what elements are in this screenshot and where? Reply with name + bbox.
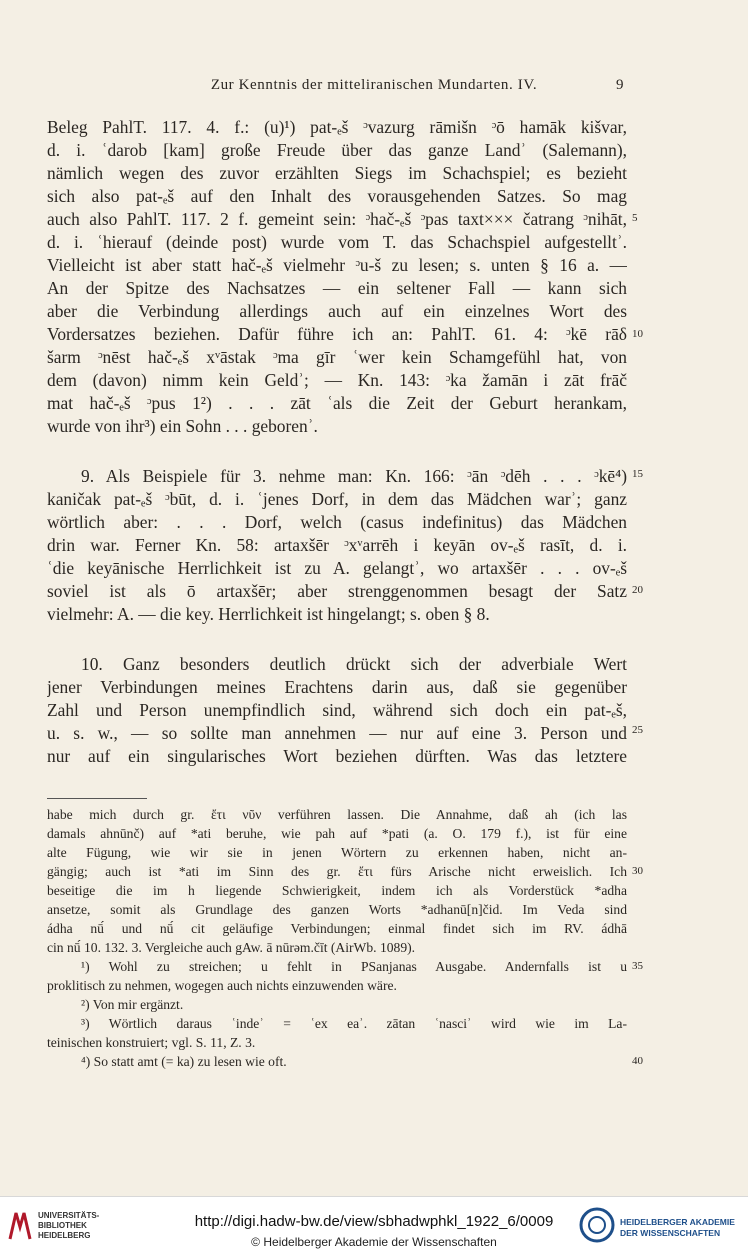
footnote-line: ansetze, somit als Grundlage des ganzen Worts *adhanū[n]čid. Im Veda sind: [47, 902, 627, 917]
footnote-line: beseitige die im h liegende Schwierigkeit, indem ich als Vorderstück *adha: [47, 883, 627, 898]
body-line: jener Verbindungen meines Erachtens darin aus, daß sie gegenüber: [47, 677, 627, 697]
academy-logo[interactable]: [578, 1205, 743, 1249]
body-line: mat hač-ₑš ᵓpus 1²) . . . zāt ʿals die Zeit der Geburt herankam,: [47, 393, 627, 413]
footnote-line: ádha nū́ und nū́ cit geläufige Verbindungen; einmal findet sich im RV. ádhā: [47, 921, 627, 936]
footnote-line: alte Fügung, wie wir sie in jenen Wörtern zu erkennen haben, nicht an-: [47, 845, 627, 860]
footnote-line: ³) Wörtlich daraus ʿindeʾ = ʿex eaʾ. zātan ʿnasciʾ wird wie im La-: [81, 1016, 627, 1031]
line-number: 15: [632, 468, 643, 480]
body-line: auch also PahlT. 117. 2 f. gemeint sein: ᵓhač-ₑš ᵓpas taxt××× čatrang ᵓnihāt,: [47, 209, 627, 229]
library-logo-text: UNIVERSITÄTS- BIBLIOTHEK HEIDELBERG: [38, 1211, 100, 1240]
running-head: Zur Kenntnis der mitteliranischen Mundarten. IV.: [210, 77, 538, 93]
body-line: wurde von ihr³) ein Sohn . . . geborenʾ.: [47, 416, 318, 436]
footnote-line: teinischen konstruiert; vgl. S. 11, Z. 3.: [47, 1035, 256, 1050]
line-number: 10: [632, 328, 643, 340]
copyright-notice: © Heidelberger Akademie der Wissenschaften: [251, 1235, 497, 1249]
footnote-line: ¹) Wohl zu streichen; u fehlt in PSanjanas Ausgabe. Andernfalls ist u: [81, 959, 627, 974]
footnote-line: gängig; auch ist *ati im Sinn des gr. ἔτι fürs Arische nicht erweislich. Ich: [47, 864, 627, 879]
body-line: ʿdie keyānische Herrlichkeit ist zu A. gelangtʾ, wo artaxšēr . . . ov-ₑš: [47, 558, 627, 578]
footnote-line: proklitisch zu nehmen, wogegen auch nichts einzuwenden wäre.: [47, 978, 397, 993]
body-line: Zahl und Person unempfindlich sind, während sich doch ein pat-ₑš,: [47, 700, 627, 720]
body-line: An der Spitze des Nachsatzes — ein seltener Fall — kann sich: [47, 278, 627, 298]
body-line: vielmehr: A. — die key. Herrlichkeit ist hingelangt; s. oben § 8.: [47, 604, 490, 624]
body-line: dem (davon) nimm kein Geldʾ; — Kn. 143: ᵓka žamān i zāt frāč: [47, 370, 627, 390]
footnote-line: damals ahnūnč) auf *ati beruhe, wie pah auf *pati (a. O. 179 f.), ist für eine: [47, 826, 627, 841]
body-line: aber die Verbindung allerdings auch auf ein einzelnes Wort des: [47, 301, 627, 321]
body-line: d. i. ʿhierauf (deinde post) wurde vom T. das Schachspiel aufgestelltʾ.: [47, 232, 627, 252]
body-line: 10. Ganz besonders deutlich drückt sich der adverbiale Wert: [81, 654, 627, 674]
body-line: 9. Als Beispiele für 3. nehme man: Kn. 166: ᵓān ᵓdēh . . . ᵓkē⁴): [81, 466, 627, 486]
footnote-rule: [47, 798, 147, 799]
body-line: Beleg PahlT. 117. 4. f.: (u)¹) pat-ₑš ᵓvazurg rāmišn ᵓō hamāk kišvar,: [47, 117, 627, 137]
footnote-line: habe mich durch gr. ἔτι νῦν verführen lassen. Die Annahme, daß ah (ich las: [47, 807, 627, 822]
body-line: Vielleicht ist aber statt hač-ₑš vielmehr ᵓu-š zu lesen; s. unten § 16 a. —: [47, 255, 627, 275]
body-line: kaničak pat-ₑš ᵓbūt, d. i. ʿjenes Dorf, in dem das Mädchen warʾ; ganz: [47, 489, 627, 509]
body-line: sich also pat-ₑš auf den Inhalt des vorausgehenden Satzes. So mag: [47, 186, 627, 206]
academy-seal-icon: [578, 1205, 616, 1245]
body-line: soviel ist als ō artaxšēr; aber strenggenommen besagt der Satz: [47, 581, 627, 601]
line-number: 5: [632, 212, 638, 224]
body-line: nur auf ein singularisches Wort beziehen dürften. Was das letztere: [47, 746, 627, 766]
line-number: 35: [632, 960, 643, 972]
footnote-line: cin nū́ 10. 132. 3. Vergleiche auch gAw. ā nūrəm.čīt (AirWb. 1089).: [47, 940, 416, 955]
footnote-line: ²) Von mir ergänzt.: [81, 997, 184, 1012]
line-number: 25: [632, 724, 643, 736]
line-number: 20: [632, 584, 643, 596]
academy-logo-text: HEIDELBERGER AKADEMIE DER WISSENSCHAFTEN: [620, 1217, 735, 1238]
line-number: 40: [632, 1055, 643, 1067]
body-line: wörtlich aber: . . . Dorf, welch (casus indefinitus) das Mädchen: [47, 512, 627, 532]
viewer-footer: [0, 1196, 748, 1255]
body-line: Vordersatzes beziehen. Dafür führe ich an: PahlT. 61. 4: ᵓkē rāδ: [47, 324, 627, 344]
body-line: šarm ᵓnēst hač-ₑš xᵛāstak ᵓma gīr ʿwer kein Schamgefühl hat, von: [47, 347, 627, 367]
line-number: 30: [632, 865, 643, 877]
permalink-url[interactable]: http://digi.hadw-bw.de/view/sbhadwphkl_1922_6/0009: [194, 1213, 554, 1230]
body-line: u. s. w., — so sollte man annehmen — nur auf eine 3. Person und: [47, 723, 627, 743]
page-number: 9: [616, 77, 624, 93]
body-line: nämlich wegen des zuvor erzählten Siegs im Schachspiel; es bezieht: [47, 163, 627, 183]
footnote-line: ⁴) So statt amt (= ka) zu lesen wie oft.: [81, 1054, 287, 1069]
body-line: d. i. ʿdarob [kam] große Freude über das ganze Landʾ (Salemann),: [47, 140, 627, 160]
body-line: drin war. Ferner Kn. 58: artaxšēr ᵓxᵛarrēh i keyān ov-ₑš rasīt, d. i.: [47, 535, 627, 555]
